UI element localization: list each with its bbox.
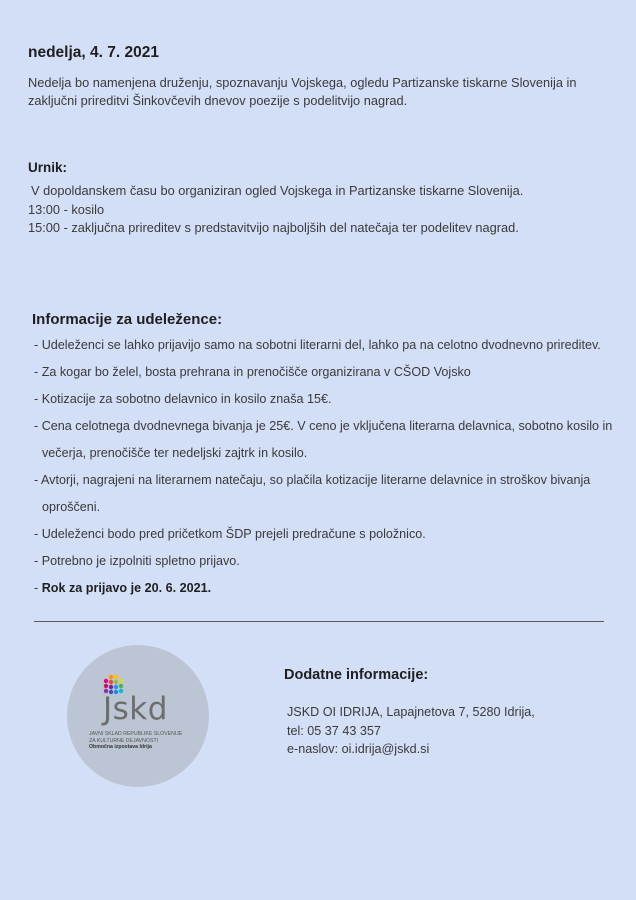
info-title: Informacije za udeležence:	[32, 311, 223, 328]
info-item: - Kotizacije za sobotno delavnico in kosilo znaša 15€.	[34, 392, 332, 406]
extra-info-title: Dodatne informacije:	[284, 667, 429, 683]
info-item-continuation: oproščeni.	[42, 500, 101, 514]
schedule-item: V dopoldanskem času bo organiziran ogled Vojskega in Partizanske tiskarne Slovenija.	[31, 183, 524, 198]
info-item-continuation: večerja, prenočišče ter nedeljski zajtrk in kosilo.	[42, 446, 308, 460]
logo-subtitle-line: Območna izpostava Idrija	[89, 744, 152, 751]
jskd-logo	[67, 645, 209, 787]
extra-info	[287, 703, 535, 759]
logo-subtitle-line: JAVNI SKLAD REPUBLIKE SLOVENIJE	[89, 731, 183, 737]
day-description: Nedelja bo namenjena druženju, spoznavanju Vojskega, ogledu Partizanske tiskarne Slovenija in zaključni prireditvi Šinkovčevih dnevov poezije s podelitvijo nagrad.	[28, 75, 577, 108]
deadline-item	[34, 575, 624, 602]
phone: tel: 05 37 43 357	[287, 723, 381, 738]
logo-subtitle-line: ZA KULTURNE DEJAVNOSTI	[89, 737, 158, 744]
schedule-title: Urnik:	[28, 160, 68, 175]
logo-subtitle	[89, 731, 189, 751]
schedule-list	[28, 182, 523, 238]
info-list	[34, 332, 624, 602]
schedule-item: 13:00 - kosilo	[28, 201, 105, 217]
info-item: - Potrebno je izpolniti spletno prijavo.	[34, 554, 240, 568]
info-item: - Za kogar bo želel, bosta prehrana in prenočišče organizirana v CŠOD Vojsko	[34, 365, 471, 379]
info-item: - Avtorji, nagrajeni na literarnem natečaju, so plačila kotizacije literarne delavnice in stroškov bivanja	[34, 473, 591, 487]
logo-wordmark: Jskd	[103, 691, 168, 727]
email: e-naslov: oi.idrija@jskd.si	[287, 742, 430, 756]
info-item: - Udeleženci bodo pred pričetkom ŠDP prejeli predračune s položnico.	[34, 527, 426, 541]
schedule-item: 15:00 - zaključna prireditev s predstavitvijo najboljših del natečaja ter podelitev nagrad.	[28, 220, 519, 235]
deadline-prefix: -	[34, 581, 42, 595]
deadline-text: Rok za prijavo je 20. 6. 2021.	[41, 581, 212, 595]
info-item: - Udeleženci se lahko prijavijo samo na sobotni literarni del, lahko pa na celotno dvodnevno prireditev.	[34, 338, 601, 352]
divider	[34, 621, 604, 622]
address: JSKD OI IDRIJA, Lapajnetova 7, 5280 Idrija,	[287, 705, 535, 719]
info-item: - Cena celotnega dvodnevnega bivanja je 25€. V ceno je vključena literarna delavnica, sobotno kosilo in	[34, 419, 613, 433]
day-title: nedelja, 4. 7. 2021	[28, 44, 159, 61]
